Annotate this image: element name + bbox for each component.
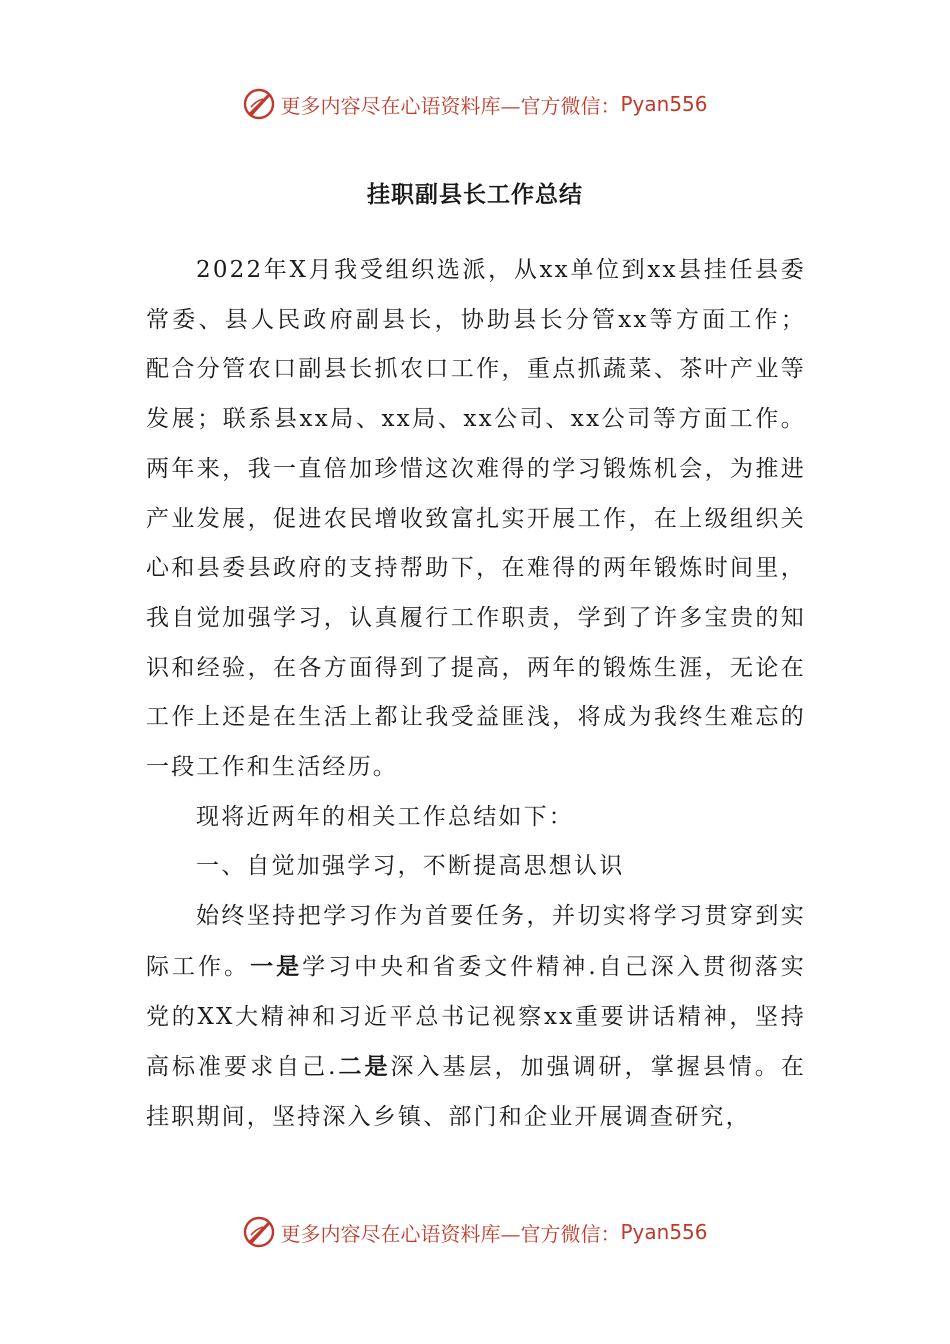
document-title: 挂职副县长工作总结 [367,181,583,208]
summary-lead-paragraph: 现将近两年的相关工作总结如下： [196,803,574,830]
section1-text-3: 深入基层，加强调研，掌握县情。在挂职期间，坚持深入乡镇、部门和企业开展调查研究， [146,1054,806,1130]
quill-logo-icon [242,87,276,121]
watermark-wechat-id: Pyan556 [620,92,708,116]
watermark-wechat-id: Pyan556 [620,1220,708,1244]
watermark-banner-bottom [0,1212,950,1252]
section1-bold-1: 一是 [250,952,303,980]
section1-text-2: 学习中央和省委文件精神.自己深入贯彻落实党的XX大精神和习近平总书记视察xx重要讲话精神，坚持高标准要求自己. [146,953,806,1081]
watermark-text: 更多内容尽在心语资料库—官方微信： [280,93,621,118]
watermark-banner-top [0,84,950,124]
section1-heading: 一、自觉加强学习，不断提高思想认识 [196,853,625,880]
section1-paragraph [146,892,806,1143]
quill-logo-icon [242,1215,276,1249]
section1-text-1: 始终坚持把学习作为首要任务，并切实将学习贯穿到实际工作。 [146,903,806,980]
intro-paragraph: 2022年X月我受组织选派，从xx单位到xx县挂任县委常委、县人民政府副县长，协助县长分管xx等方面工作；配合分管农口副县长抓农口工作，重点抓蔬菜、茶叶产业等发展；联系县xx局、xx局、xx公司、xx公司等方面工作。两年来，我一直倍加珍惜这次难得的学习锻炼机会，为推进产业发展，促进农民增收致富扎实开展工作，在上级组织关心和县委县政府的支持帮助下，在难得的两年锻炼时间里，我自觉加强学习，认真履行工作职责，学到了许多宝贵的知识和经验，在各方面得到了提高，两年的锻炼生涯，无论在工作上还是在生活上都让我受益匪浅，将成为我终生难忘的一段工作和生活经历。 [146,257,806,781]
section1-bold-2: 二是 [337,1053,391,1081]
document-body [146,246,806,1143]
watermark-text: 更多内容尽在心语资料库—官方微信： [280,1221,621,1246]
